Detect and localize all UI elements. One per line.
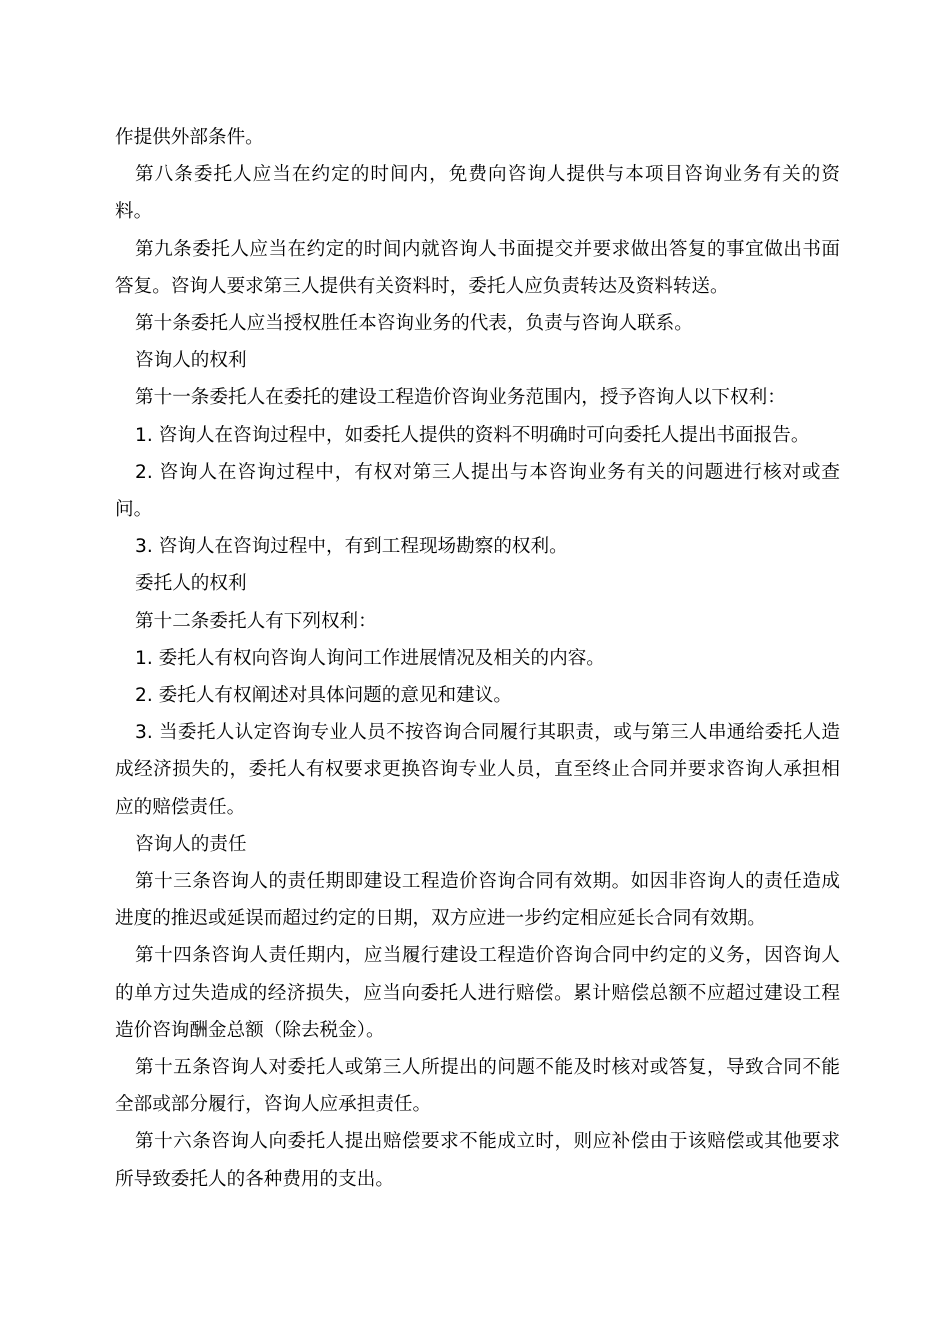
paragraph-article-13: 第十三条咨询人的责任期即建设工程造价咨询合同有效期。如因非咨询人的责任造成进度的推迟或延误而超过约定的日期，双方应进一步约定相应延长合同有效期。 [115, 871, 840, 930]
section-heading-consultant-rights: 咨询人的权利 [135, 350, 247, 372]
paragraph-article-8: 第八条委托人应当在约定的时间内，免费向咨询人提供与本项目咨询业务有关的资料。 [115, 164, 840, 223]
list-item-article-11-3: 3. 咨询人在咨询过程中，有到工程现场勘察的权利。 [135, 536, 568, 558]
paragraph-article-16: 第十六条咨询人向委托人提出赔偿要求不能成立时，则应补偿由于该赔偿或其他要求所导致委托人的各种费用的支出。 [115, 1131, 840, 1190]
list-item-article-12-1: 1. 委托人有权向咨询人询问工作进展情况及相关的内容。 [135, 647, 605, 669]
paragraph-article-15: 第十五条咨询人对委托人或第三人所提出的问题不能及时核对或答复，导致合同不能全部或部分履行，咨询人应承担责任。 [115, 1057, 840, 1116]
paragraph-article-12: 第十二条委托人有下列权利： [135, 610, 377, 632]
list-item-article-12-2: 2. 委托人有权阐述对具体问题的意见和建议。 [135, 685, 512, 707]
paragraph-continuation: 作提供外部条件。 [115, 127, 264, 148]
paragraph-article-10: 第十条委托人应当授权胜任本咨询业务的代表，负责与咨询人联系。 [135, 313, 693, 335]
list-item-article-12-3: 3. 当委托人认定咨询专业人员不按咨询合同履行其职责，或与第三人串通给委托人造成经济损失的，委托人有权要求更换咨询专业人员，直至终止合同并要求咨询人承担相应的赔偿责任。 [115, 722, 840, 818]
list-item-article-11-1: 1. 咨询人在咨询过程中，如委托人提供的资料不明确时可向委托人提出书面报告。 [135, 424, 810, 446]
paragraph-article-11: 第十一条委托人在委托的建设工程造价咨询业务范围内，授予咨询人以下权利： [135, 387, 786, 409]
section-heading-consultant-responsibility: 咨询人的责任 [135, 833, 247, 855]
document-body [115, 119, 840, 1198]
section-heading-client-rights: 委托人的权利 [135, 573, 247, 595]
paragraph-article-9: 第九条委托人应当在约定的时间内就咨询人书面提交并要求做出答复的事宜做出书面答复。咨询人要求第三人提供有关资料时，委托人应负责转达及资料转送。 [115, 238, 840, 297]
paragraph-article-14: 第十四条咨询人责任期内，应当履行建设工程造价咨询合同中约定的义务，因咨询人的单方过失造成的经济损失，应当向委托人进行赔偿。累计赔偿总额不应超过建设工程造价咨询酬金总额（除去税金）。 [115, 945, 840, 1041]
list-item-article-11-2: 2. 咨询人在咨询过程中，有权对第三人提出与本咨询业务有关的问题进行核对或查问。 [115, 461, 840, 521]
